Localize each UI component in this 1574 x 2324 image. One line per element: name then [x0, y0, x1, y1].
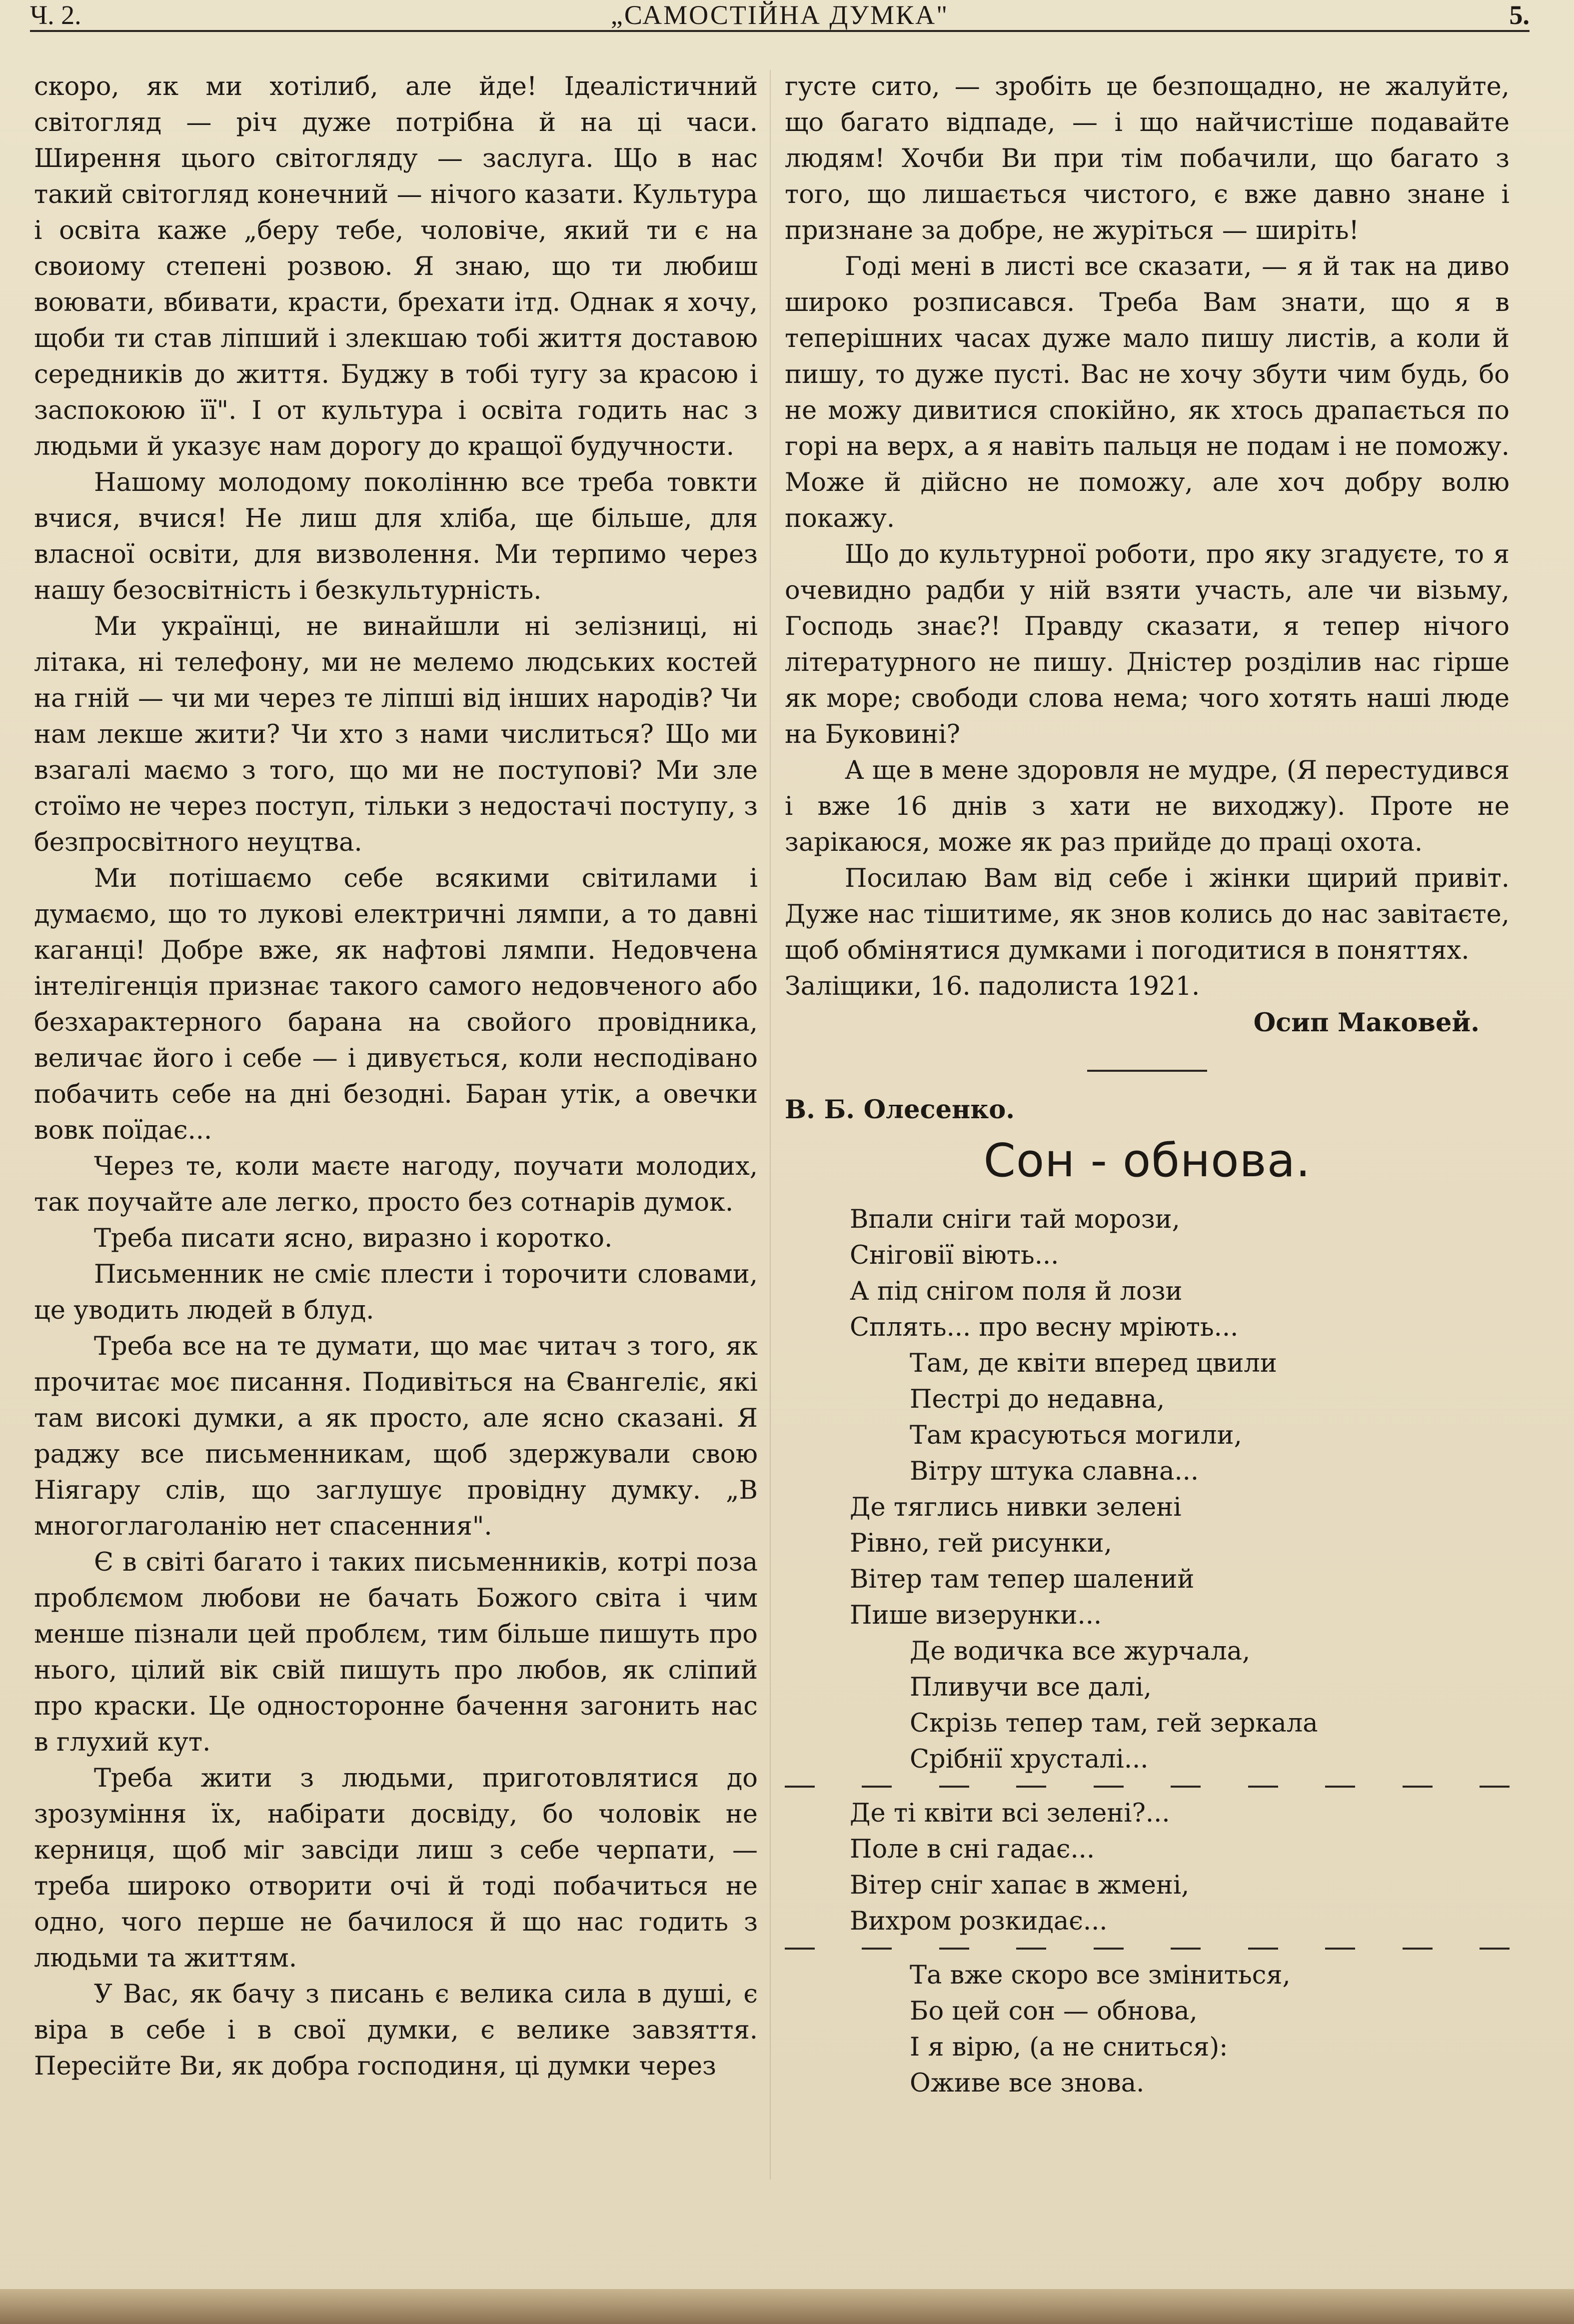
poem-line: Сплять... про весну мріють... — [850, 1313, 1239, 1342]
letter-place-date: Заліщики, 16. падолиста 1921. — [785, 972, 1200, 1001]
poem-line: Вітру штука славна... — [910, 1457, 1199, 1486]
paragraph: Треба жити з людьми, приготовлятися до зрозуміння їх, набірати досвіду, бо чоловік не керниця, щоб міг завсіди лиш з себе черпати, — треба широко отворити очі й тоді побачиться не одно, чого перше не бачилося й що нас годить з людьми та життям. — [34, 1764, 758, 1973]
dash-separator — [785, 1786, 1510, 1788]
paragraph: Треба писати ясно, виразно і коротко. — [94, 1224, 613, 1253]
paragraph: Що до культурної роботи, про яку згадуєте, то я очевидно радби у ній взяти участь, але чи візьму, Господь знає?! Правду сказати, я тепер нічого літературного не пишу. Дністер розділив нас гірше як море; свободи слова нема; чого хотять наші люде на Буковині? — [785, 540, 1510, 749]
poem-line: Там красуються могили, — [910, 1421, 1242, 1450]
page-header — [30, 0, 1530, 32]
paragraph: А ще в мене здоровля не мудре, (Я перестудився і вже 16 днів з хати не виходжу). Проте не зарікаюся, може як раз прийде до праці охота. — [785, 756, 1510, 857]
poem-line: Оживе все знова. — [910, 2069, 1145, 2098]
poem-part-1 — [785, 1202, 1510, 1778]
poem-line: Де ті квіти всі зелені?... — [850, 1799, 1170, 1828]
poem-line: Вихром розкидає... — [850, 1907, 1108, 1936]
paragraph: Нашому молодому поколінню все треба товкти вчися, вчися! Не лиш для хліба, ще більше, для власної освіти, для визволення. Ми терпимо через нашу безосвітність і безкультурність. — [34, 468, 758, 605]
poem-line: Поле в сні гадає... — [850, 1835, 1095, 1864]
poem-line: Скрізь тепер там, гей зеркала — [910, 1709, 1318, 1738]
paragraph: Годі мені в листі все сказати, — я й так на диво широко розписався. Треба Вам знати, що я в теперішних часах дуже мало пишу листів, а коли й пишу, то дуже пусті. Вас не хочу збути чим будь, бо не можу дивитися спокійно, як хтось драпається по горі на верх, а я навіть пальця не подам і не поможу. Може й дійсно не поможу, але хоч добру волю покажу. — [785, 252, 1510, 533]
paragraph: Письменник не сміє плести і торочити словами, це уводить людей в блуд. — [34, 1260, 758, 1325]
poem-line: Сніговії віють... — [850, 1241, 1059, 1270]
poem-title: Сон - обнова. — [983, 1134, 1311, 1187]
poem-line: Пливучи все далі, — [910, 1673, 1152, 1702]
poem-line: Там, де квіти вперед цвили — [910, 1349, 1277, 1378]
left-column — [34, 69, 758, 2085]
paragraph: Через те, коли маєте нагоду, поучати молодих, так поучайте але легко, просто без сотнарів думок. — [34, 1152, 758, 1217]
column-divider — [770, 70, 771, 2180]
paragraph: Ми потішаємо себе всякими світилами і думаємо, що то лукові електричні лямпи, а то давні каганці! Добре вже, як нафтові лямпи. Недовчена інтелігенція признає такого самого недовченого або безхарактерного барана на свойого провідника, величає його і себе — і дивується, коли несподівано побачить себе на дні безодні. Баран утік, а овечки вовк поїдає... — [34, 864, 758, 1145]
paragraph: скоро, як ми хотілиб, але йде! Ідеалістичний світогляд — річ дуже потрібна й на ці часи. Ширення цього світогляду — заслуга. Що в нас такий світогляд конечний — нічого казати. Культура і освіта каже „беру тебе, чоловіче, який ти є на своиому степені розвою. Я знаю, що ти любиш воювати, вбивати, красти, брехати ітд. Однак я хочу, щоби ти став ліпший і злекшаю тобі життя доставою середників до життя. Буджу в тобі тугу за красою і заспокоюю її". І от культура і освіта годить нас з людьми й указує нам дорогу до кращої будучности. — [34, 72, 758, 461]
poem-line: Де тяглись нивки зелені — [850, 1493, 1182, 1522]
paragraph: Посилаю Вам від себе і жінки щирий привіт. Дуже нас тішитиме, як знов колись до нас завітаєте, щоб обмінятися думками і погодитися в поняттях. — [785, 864, 1510, 965]
dash-separator — [785, 1948, 1510, 1950]
poem-line: А під снігом поля й лози — [850, 1277, 1183, 1306]
newspaper-title: „САМОСТІЙНА ДУМКА" — [610, 0, 949, 30]
paragraph: У Вас, як бачу з писань є велика сила в душі, є віра в себе і в свої думки, є велике завзяття. Пересійте Ви, як добра господиня, ці думки через — [34, 1980, 758, 2081]
issue-number: Ч. 2. — [30, 0, 81, 30]
poem-line: І я вірю, (а не сниться): — [910, 2033, 1228, 2062]
poem — [785, 1202, 1510, 2102]
poem-line: Та вже скоро все зміниться, — [910, 1961, 1291, 1990]
poem-line: Срібнії хрусталі... — [910, 1745, 1149, 1774]
page-bottom-edge — [0, 2289, 1574, 2324]
letter-signature: Осип Маковей. — [1253, 1008, 1480, 1038]
paragraph: густе сито, — зробіть це безпощадно, не жалуйте, що багато відпаде, — і що найчистіше подавайте людям! Хочби Ви при тім побачили, що багато з того, що лишається чистого, є вже давно знане і признане за добре, не журіться — ширіть! — [785, 72, 1510, 245]
poem-line: Рівно, гей рисунки, — [850, 1529, 1112, 1558]
poem-line: Вітер сніг хапає в жмені, — [850, 1871, 1190, 1900]
poem-line: Впали сніги тай морози, — [850, 1205, 1180, 1234]
right-column — [785, 69, 1510, 2102]
paragraph: Ми українці, не винайшли ні зелізниці, ні літака, ні телефону, ми не мелемо людських костей на гній — чи ми через те ліпші від інших народів? Чи нам лекше жити? Чи хто з нами числиться? Що ми взагалі маємо з того, що ми не поступові? Ми зле стоїмо не через поступ, тільки з недостачі поступу, з безпросвітного неуцтва. — [34, 612, 758, 857]
paragraph: Треба все на те думати, що має читач з того, як прочитає моє писання. Подивіться на Євангеліє, які там високі думки, а як просто, але ясно сказані. Я раджу все письменникам, щоб здержували свою Ніягару слів, що заглушує провідну думку. „В многоглаголанію нет спасенния". — [34, 1332, 758, 1541]
poem-line: Пише визерунки... — [850, 1601, 1102, 1630]
poem-part-3 — [785, 1958, 1510, 2102]
poem-part-2 — [785, 1796, 1510, 1940]
page-number: 5. — [1509, 0, 1530, 30]
section-rule — [1087, 1070, 1207, 1072]
poem-line: Бо цей сон — обнова, — [910, 1997, 1198, 2026]
poem-line: Вітер там тепер шалений — [850, 1565, 1195, 1594]
paragraph: Є в світі багато і таких письменників, котрі поза проблємом любови не бачать Божого світа і чим менше пізнали цей проблєм, тим більше пишуть про нього, цілий вік свій пишуть про любов, як сліпий про краски. Це односторонне бачення загонить нас в глухий кут. — [34, 1548, 758, 1757]
poem-line: Пестрі до недавна, — [910, 1385, 1165, 1414]
poem-line: Де водичка все журчала, — [910, 1637, 1251, 1666]
poem-author: В. Б. Олесенко. — [785, 1095, 1015, 1125]
